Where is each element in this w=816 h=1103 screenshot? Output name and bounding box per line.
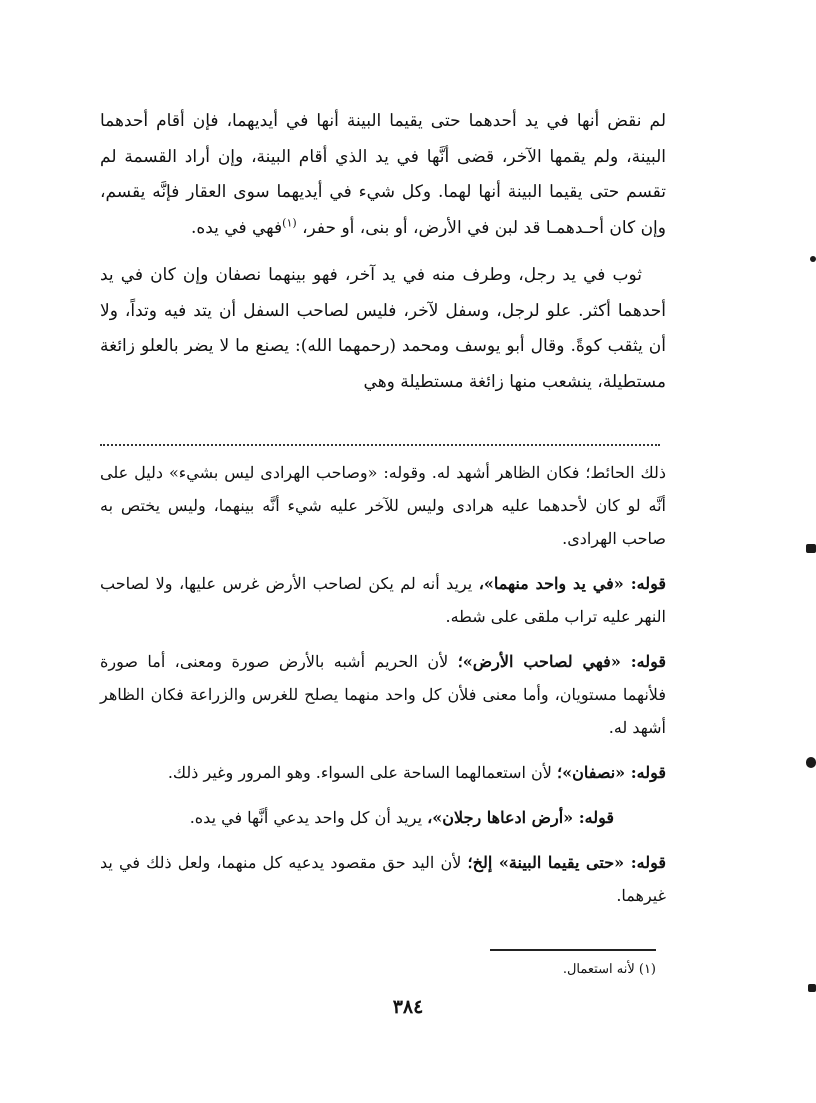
commentary-paragraph-4 bbox=[100, 801, 666, 834]
commentary-paragraph-0: ذلك الحائط؛ فكان الظاهر أشهد له. وقوله: «وصاحب الهرادى ليس بشيء» دليل على أنَّه لو كان لأحدهما عليه هرادى وليس للآخر عليه شيء أنَّه بينهما، وليس يختص به صاحب الهرادى. bbox=[100, 463, 667, 548]
commentary-paragraph-5 bbox=[100, 846, 666, 912]
footnote-ref: (١) bbox=[282, 215, 297, 229]
scan-edge-mark-3 bbox=[806, 757, 816, 768]
commentary-lead-2: قوله: «فهي لصاحب الأرض»؛ bbox=[457, 652, 666, 671]
commentary-text-1: يريد أنه لم يكن لصاحب الأرض غرس عليها، ولا لصاحب النهر عليه تراب ملقى على شطه. bbox=[100, 574, 666, 626]
page-number: ٣٨٤ bbox=[392, 996, 424, 1018]
footnote-rule bbox=[490, 949, 656, 951]
commentary-section bbox=[100, 456, 666, 924]
commentary-paragraph-1 bbox=[100, 567, 666, 633]
commentary-lead-5: قوله: «حتى يقيما البينة» إلخ؛ bbox=[467, 853, 667, 872]
main-paragraph-1-end: فهي في يده. bbox=[190, 217, 283, 238]
commentary-paragraph-3 bbox=[100, 756, 666, 789]
commentary-lead-1: قوله: «في يد واحد منهما»، bbox=[478, 574, 666, 593]
commentary-lead-3: قوله: «نصفان»؛ bbox=[557, 763, 666, 782]
commentary-text-4: يريد أن كل واحد يدعي أنَّها في يده. bbox=[189, 808, 423, 827]
scan-edge-mark-1 bbox=[810, 256, 816, 262]
commentary-text-5: لأن اليد حق مقصود يدعيه كل منهما، ولعل ذلك في يد غيرهما. bbox=[100, 853, 666, 905]
commentary-text-3: لأن استعمالهما الساحة على السواء. وهو المرور وغير ذلك. bbox=[167, 763, 552, 782]
dotted-separator bbox=[100, 444, 660, 446]
main-paragraph-1-text: لم نقض أنها في يد أحدهما حتى يقيما البينة أنها في أيديهما، فإن أقام أحدهما البينة، ولم يقمها الآخر، قضى أنَّها في يد الذي أقام البينة، وإن أراد القسمة لم تقسم حتى يقيما البينة أنها لهما. وكل شيء في أيديهما سوى العقار فإنَّه يقسم، وإن كان أحـدهمـا قد لبن في الأرض، أو بنى، أو حفر، bbox=[100, 111, 666, 238]
main-paragraph-2: ثوب في يد رجل، وطرف منه في يد آخر، فهو بينهما نصفان وإن كان في يد أحدهما أكثر. علو لرجل، وسفل لآخر، فليس لصاحب السفل أن يتد فيه وتداً، ولا أن يثقب كوةً. وقال أبو يوسف ومحمد (رحمهما الله): يصنع ما لا يضر بالعلو زائغة مستطيلة، ينشعب منها زائغة مستطيلة وهي bbox=[100, 265, 666, 392]
commentary-paragraph-2 bbox=[100, 645, 666, 744]
footnote: (١) لأنه استعمال. bbox=[562, 962, 656, 977]
commentary-lead-4: قوله: «أرض ادعاها رجلان»، bbox=[427, 808, 614, 827]
main-text bbox=[100, 104, 666, 400]
scan-edge-mark-4 bbox=[808, 984, 816, 992]
main-paragraph-1 bbox=[100, 104, 666, 246]
scan-edge-mark-2 bbox=[806, 544, 816, 553]
commentary-text-2: لأن الحريم أشبه بالأرض صورة ومعنى، أما صورة فلأنهما مستويان، وأما معنى فلأن كل واحد منهما يصلح للغرس والزراعة فكان الظاهر أشهد له. bbox=[100, 652, 666, 737]
